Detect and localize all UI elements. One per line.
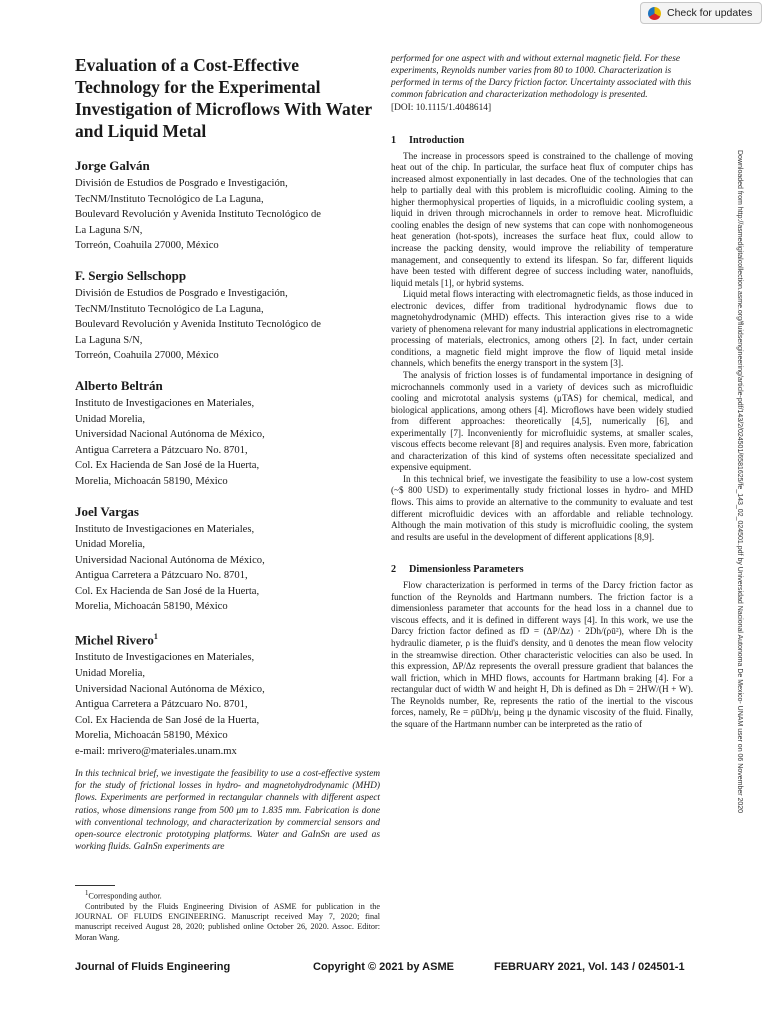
right-column (391, 54, 693, 730)
affiliation-line: Torreón, Coahuila 27000, México (75, 240, 219, 252)
affiliation-line: Instituto de Investigaciones en Materiales, (75, 652, 255, 664)
affiliation-line: Morelia, Michoacán 58190, México (75, 730, 228, 742)
author-name: F. Sergio Sellschopp (75, 267, 187, 283)
affiliation-line: Unidad Morelia, (75, 413, 146, 425)
affiliation-line: Instituto de Investigaciones en Materiales, (75, 523, 255, 535)
author-name: Joel Vargas (75, 503, 139, 519)
paper-title: Evaluation of a Cost-Effective Technology for the Experimental Investigation of Microflows With Water and Liquid Metal (75, 55, 372, 141)
affiliation-line: TecNM/Instituto Tecnológico de La Laguna, (75, 303, 264, 315)
affiliation-line: La Laguna S/N, (75, 334, 143, 346)
author-block (75, 268, 380, 364)
author-block (75, 158, 380, 254)
intro-paragraph-2: Liquid metal flows interacting with electromagnetic fields, as those induced in electronic devices, differ from traditional hydrodynamic flows due to magnetohydrodynamic (MHD) effects. This interaction gives rise to a wide variety of phenomena relevant for many industrial applications in electromagnetic processing of materials, electronics, among others [2]. In fact, under certain conditions, a magnetic field might improve the flow of liquid metal inside channels, which benefits the energy transport in the system [3]. (391, 289, 693, 369)
author-block (75, 378, 380, 490)
author-affiliation (75, 176, 380, 254)
author-name: Jorge Galván (75, 158, 150, 173)
author-affiliation (75, 286, 380, 364)
affiliation-line: Antigua Carretera a Pátzcuaro No. 8701, (75, 699, 248, 711)
check-for-updates-label: Check for updates (667, 7, 753, 19)
intro-paragraph-3: The analysis of friction losses is of fundamental importance in designing of microchannels commonly used in a variety of devices such as microfluidic cooling and micrototal analysis systems (μTAS) for chemical, medical, and biological applications, among others [4]. Microflows have been widely studied from different approaches: theoretically [4,5], numerically [6], and experimentally [7]. Inconveniently for microfluidic systems, at smaller scales, viscous effects become relevant [8] and requires analysis. Even more, fabrication and characterization of this kind of systems often necessitate specialized and expensive equipment. (391, 370, 693, 473)
author-list (75, 158, 380, 760)
section-2-heading: 2 Dimensionless Parameters (391, 564, 524, 576)
download-watermark (729, 150, 747, 870)
affiliation-line: División de Estudios de Posgrado e Investigación, (75, 287, 288, 299)
abstract-part-1: In this technical brief, we investigate the feasibility to use a cost-effective system for the study of frictional losses in hydro- and magnetohydrodynamic (MHD) flows. Experiments are performed in rectangular channels with different aspect ratios, whose dimensions range from 500 μm to 1.835 mm. Fabrication is done with conventional technology, and characterization by commercial sensors and open-source electronic prototyping platforms. Water and GaInSn are used as working fluids. GaInSn experiments are (75, 769, 380, 853)
author-name: Michel Rivero$^1$ (75, 632, 158, 648)
doi: [DOI: 10.1115/1.4048614] (391, 102, 492, 113)
download-notice: Downloaded from http://asmedigitalcollection.asme.org/fluidsengineering/article-pdf/143/2/024501/6581625/fe_143_02_024501.pdf by Universidad Nacional Autonoma De Mexico- UNAM user on 06 November 2020 (736, 150, 743, 814)
affiliation-line: Boulevard Revolución y Avenida Instituto Tecnológico de (75, 209, 322, 221)
footnote-rule (75, 885, 115, 886)
affiliation-line: Col. Ex Hacienda de San José de la Huerta, (75, 460, 260, 472)
author-name: Alberto Beltrán (75, 377, 163, 393)
affiliation-line: e-mail: mrivero@materiales.unam.mx (75, 745, 237, 757)
affiliation-line: Col. Ex Hacienda de San José de la Huerta, (75, 714, 260, 726)
affiliation-line: TecNM/Instituto Tecnológico de La Laguna, (75, 193, 264, 205)
affiliation-line: Col. Ex Hacienda de San José de la Huerta, (75, 585, 260, 597)
author-block (75, 629, 380, 759)
affiliation-line: División de Estudios de Posgrado e Investigación, (75, 178, 288, 189)
affiliation-line: Universidad Nacional Autónoma de México, (75, 429, 265, 441)
affiliation-line: Unidad Morelia, (75, 539, 146, 551)
left-column (75, 54, 380, 774)
affiliation-line: Morelia, Michoacán 58190, México (75, 475, 228, 487)
dimensionless-paragraph-1: Flow characterization is performed in terms of the Darcy friction factor as function of the Reynolds and Hartmann numbers. The friction factor is a dimensionless parameter that accounts for the head loss in a channel due to viscous effects, and it is defined in different ways [4]. In this work, we use the Darcy friction factor defined as fD = (ΔP/Δz) · 2Dh/(ρū²), where Dh is the hydraulic diameter, ρ is the fluid's density, and ū denotes the mean flow velocity in the streamwise direction. Other characteristic velocities can also be used. In this expression, ΔP/Δz represents the overall pressure gradient that balances the wall friction, which in MHD flows, accounts for Hartmann braking [4]. For a rectangular duct of width W and height H, Dh is defined as Dh = 2HW/(H + W). The Reynolds number, Re, represents the ratio of the inertial to the viscous forces, namely, Re = ρūDh/μ, being μ the dynamic viscosity of the fluid. Finally, the square of the Hartmann number can be interpreted as the ratio of (391, 580, 693, 729)
affiliation-line: Torreón, Coahuila 27000, México (75, 350, 219, 362)
section-1-heading: 1 Introduction (391, 134, 465, 146)
footer-journal: Journal of Fluids Engineering (75, 961, 231, 973)
affiliation-line: Morelia, Michoacán 58190, México (75, 601, 228, 613)
author-affiliation (75, 650, 380, 759)
affiliation-line: Antigua Carretera a Pátzcuaro No. 8701, (75, 570, 248, 582)
affiliation-line: La Laguna S/N, (75, 224, 143, 236)
affiliation-line: Universidad Nacional Autónoma de México, (75, 683, 265, 695)
footnote-corresponding: $^1$Corresponding author. (85, 890, 162, 901)
footer-issue: FEBRUARY 2021, Vol. 143 / 024501-1 (494, 961, 685, 973)
author-block (75, 504, 380, 616)
affiliation-line: Boulevard Revolución y Avenida Instituto Tecnológico de (75, 319, 322, 331)
affiliation-line: Instituto de Investigaciones en Materiales, (75, 397, 255, 409)
footer-copyright: Copyright © 2021 by ASME (313, 961, 454, 973)
author-affiliation (75, 396, 380, 490)
abstract-part-2: performed for one aspect with and without external magnetic field. For these experiments, Reynolds number varies from 80 to 1000. Characterization is performed in terms of the Darcy friction factor. Uncertainty associated with this common fabrication and characterization methodology is presented. (391, 54, 692, 100)
footnote (75, 885, 380, 943)
affiliation-line: Unidad Morelia, (75, 667, 146, 679)
intro-paragraph-4: In this technical brief, we investigate the feasibility to use a low-cost system (~$ 800 USD) to experimentally study frictional losses in hydro- and MHD flows. This aims to provide an alternative to the community to evaluate and test different microfluidic devices with an affordable and reliable technology. Although the main motivation of this study is microfluidic cooling, the system and results are useful in the development of different applications [8,9]. (391, 473, 693, 542)
affiliation-line: Antigua Carretera a Pátzcuaro No. 8701, (75, 444, 248, 456)
intro-paragraph-1: The increase in processors speed is constrained to the challenge of moving heat out of the chip. In particular, the surface heat flux of computer chips has increased almost exponentially in last decades. One of the technologies that can help to partially deal with this problem is microfluidic cooling. Aiming to the higher thermophysical properties of liquids, in a microfluidic cooling system, a liquid in driven through microchannels in order to remove heat. Microfluidic cooling enables the design of new systems that can cope with nonhomogeneous heat generation (hot-spots), increases the surface heat flux, could allow to increase the packing density, would improve the reliability of temperature management, and consequently to extend its lifespan. So far, different liquids have been tested with different degree of success including water, nanofluids, liquid metals [1], or hybrid systems. (391, 150, 693, 288)
crossmark-icon (648, 7, 661, 20)
affiliation-line: Universidad Nacional Autónoma de México, (75, 554, 265, 566)
footnote-contributed: Contributed by the Fluids Engineering Division of ASME for publication in the JOURNAL OF FLUIDS ENGINEERING. Manuscript received May 7, 2020; final manuscript received August 28, 2020; published online October 26, 2020. Assoc. Editor: Moran Wang. (75, 901, 380, 942)
check-for-updates-badge[interactable] (640, 2, 762, 24)
author-affiliation (75, 522, 380, 616)
